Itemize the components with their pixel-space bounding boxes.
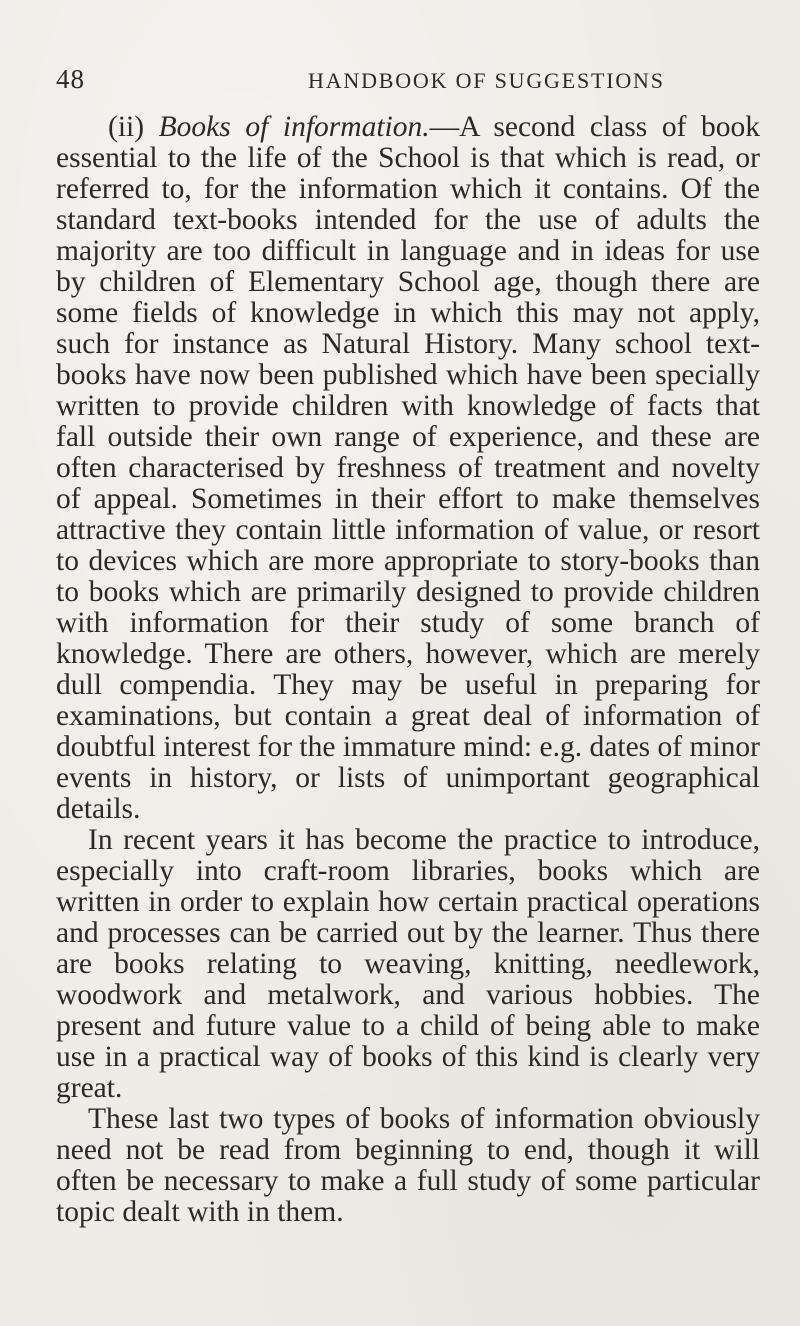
paragraph-books-of-information [56, 112, 760, 825]
page-header [56, 60, 756, 100]
running-head: HANDBOOK OF SUGGESTIONS [308, 68, 665, 93]
section-title: Books of information. [158, 111, 430, 143]
page-number: 48 [56, 64, 85, 94]
body-text [56, 112, 760, 1228]
paragraph-text: These last two types of books of information obviously need not be read from beginning to end, though it will often be necessary to make a full study of some particular topic dealt with in them. [56, 1103, 760, 1228]
section-label: (ii) [108, 111, 145, 143]
paragraph-text: In recent years it has become the practice to introduce, especially into craft-room libraries, books which are written in order to explain how certain practical operations and processes can be carried out by the learner. Thus there are books relating to weaving, knitting, needlework, woodwork and metalwork, and various hobbies. The present and future value to a child of being able to make use in a practical way of books of this kind is clearly very great. [56, 824, 760, 1104]
paragraph-reading-note [56, 1104, 760, 1228]
paragraph-text: —A second class of book essential to the life of the School is that which is read, or referred to, for the information which it contains. Of the standard text-books intended for the use of adults the majority are too difficult in language and in ideas for use by children of Elementary School age, though there are some fields of knowledge in which this may not apply, such for instance as Natural History. Many school text-books have now been published which have been specially written to provide children with knowledge of facts that fall outside their own range of experience, and these are often characterised by freshness of treatment and novelty of appeal. Sometimes in their effort to make themselves attractive they contain little information of value, or resort to devices which are more appropriate to story-books than to books which are primarily designed to provide children with information for their study of some branch of knowledge. There are others, however, which are merely dull compendia. They may be useful in preparing for examinations, but contain a great deal of information of doubtful interest for the immature mind: e.g. dates of minor events in history, or lists of unimportant geographical details. [56, 111, 761, 825]
paragraph-craft-room-books [56, 825, 760, 1104]
